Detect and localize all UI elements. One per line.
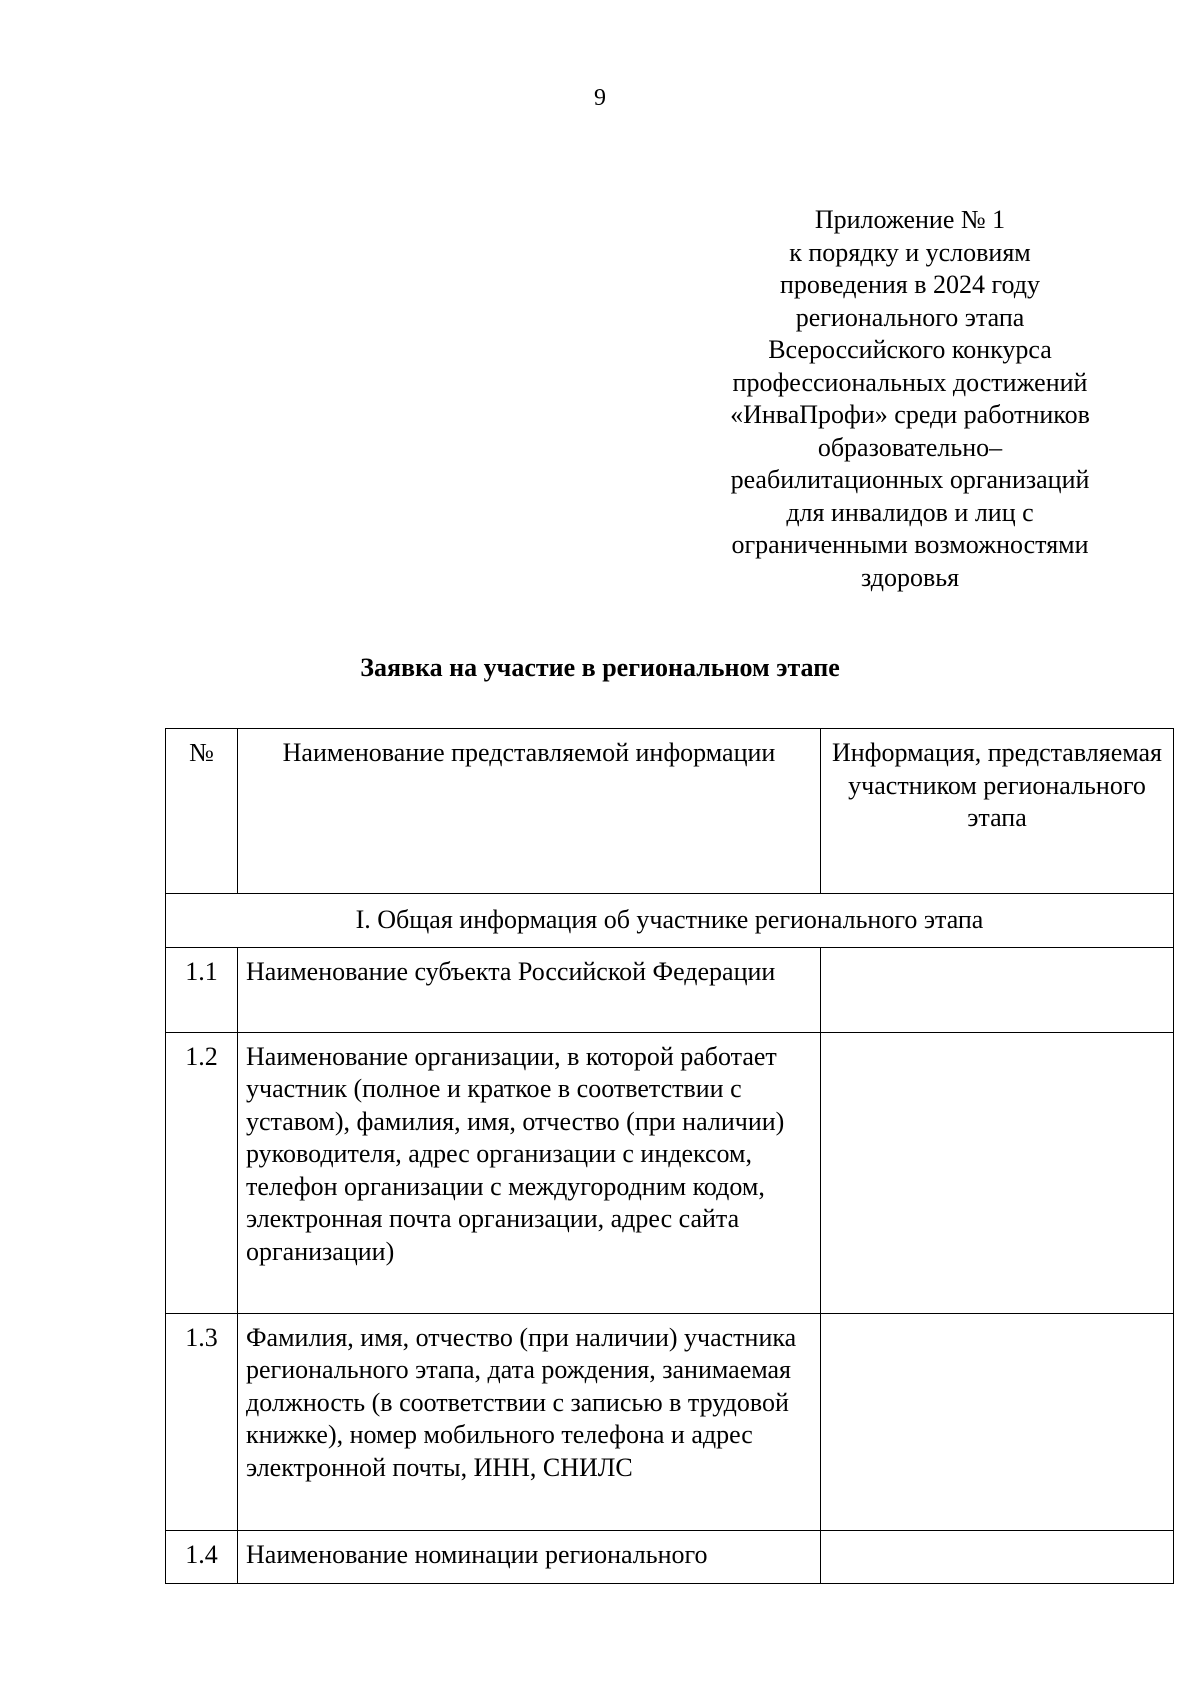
appendix-line: образовательно– — [817, 432, 1003, 462]
application-form-table — [165, 728, 1174, 1584]
section-row — [166, 894, 1174, 948]
appendix-line: Приложение № 1 — [814, 205, 1006, 234]
row-number: 1.3 — [166, 1313, 238, 1530]
row-info-cell[interactable] — [821, 947, 1174, 1032]
page-number: 9 — [594, 85, 606, 111]
row-name: Фамилия, имя, отчество (при наличии) участника регионального этапа, дата рождения, занимаемая должность (в соответствии с записью в трудовой книжке), номер мобильного телефона и адрес электронной почты, ИНН, СНИЛС — [238, 1313, 821, 1530]
appendix-line: проведения в 2024 году — [779, 270, 1041, 299]
row-info-cell[interactable] — [821, 1530, 1174, 1583]
row-name: Наименование организации, в которой работает участник (полное и краткое в соответствии с уставом), фамилия, имя, отчество (при наличии) руководителя, адрес организации с индексом, телефон организации с междугородним кодом, электронная почта организации, адрес сайта организации) — [238, 1032, 821, 1313]
document-title: Заявка на участие в региональном этапе — [360, 653, 840, 682]
section-title: I. Общая информация об участнике регионального этапа — [166, 894, 1174, 948]
table-header-row — [166, 729, 1174, 894]
appendix-line: к порядку и условиям — [789, 237, 1031, 267]
row-info-cell[interactable] — [821, 1313, 1174, 1530]
appendix-line: Всероссийского конкурса — [768, 335, 1052, 364]
appendix-line: для инвалидов и лиц с — [786, 497, 1034, 527]
row-name: Наименование субъекта Российской Федерации — [238, 947, 821, 1032]
row-number: 1.1 — [166, 947, 238, 1032]
row-number: 1.2 — [166, 1032, 238, 1313]
table-row — [166, 1313, 1174, 1530]
header-info-provided: Информация, представляемая участником регионального этапа — [821, 729, 1174, 894]
row-number: 1.4 — [166, 1530, 238, 1583]
appendix-line: реабилитационных организаций — [730, 465, 1090, 494]
appendix-line: ограниченными возможностями — [731, 530, 1089, 559]
appendix-reference — [700, 204, 1120, 594]
header-number: № — [166, 729, 238, 894]
appendix-line: регионального этапа — [795, 302, 1025, 332]
table-row — [166, 947, 1174, 1032]
appendix-line: здоровья — [860, 562, 960, 592]
header-info-name: Наименование представляемой информации — [238, 729, 821, 894]
appendix-line: профессиональных достижений — [732, 367, 1088, 397]
appendix-line: «ИнваПрофи» среди работников — [730, 400, 1090, 429]
table-row — [166, 1032, 1174, 1313]
row-name: Наименование номинации регионального — [238, 1530, 821, 1583]
row-info-cell[interactable] — [821, 1032, 1174, 1313]
table-row — [166, 1530, 1174, 1583]
